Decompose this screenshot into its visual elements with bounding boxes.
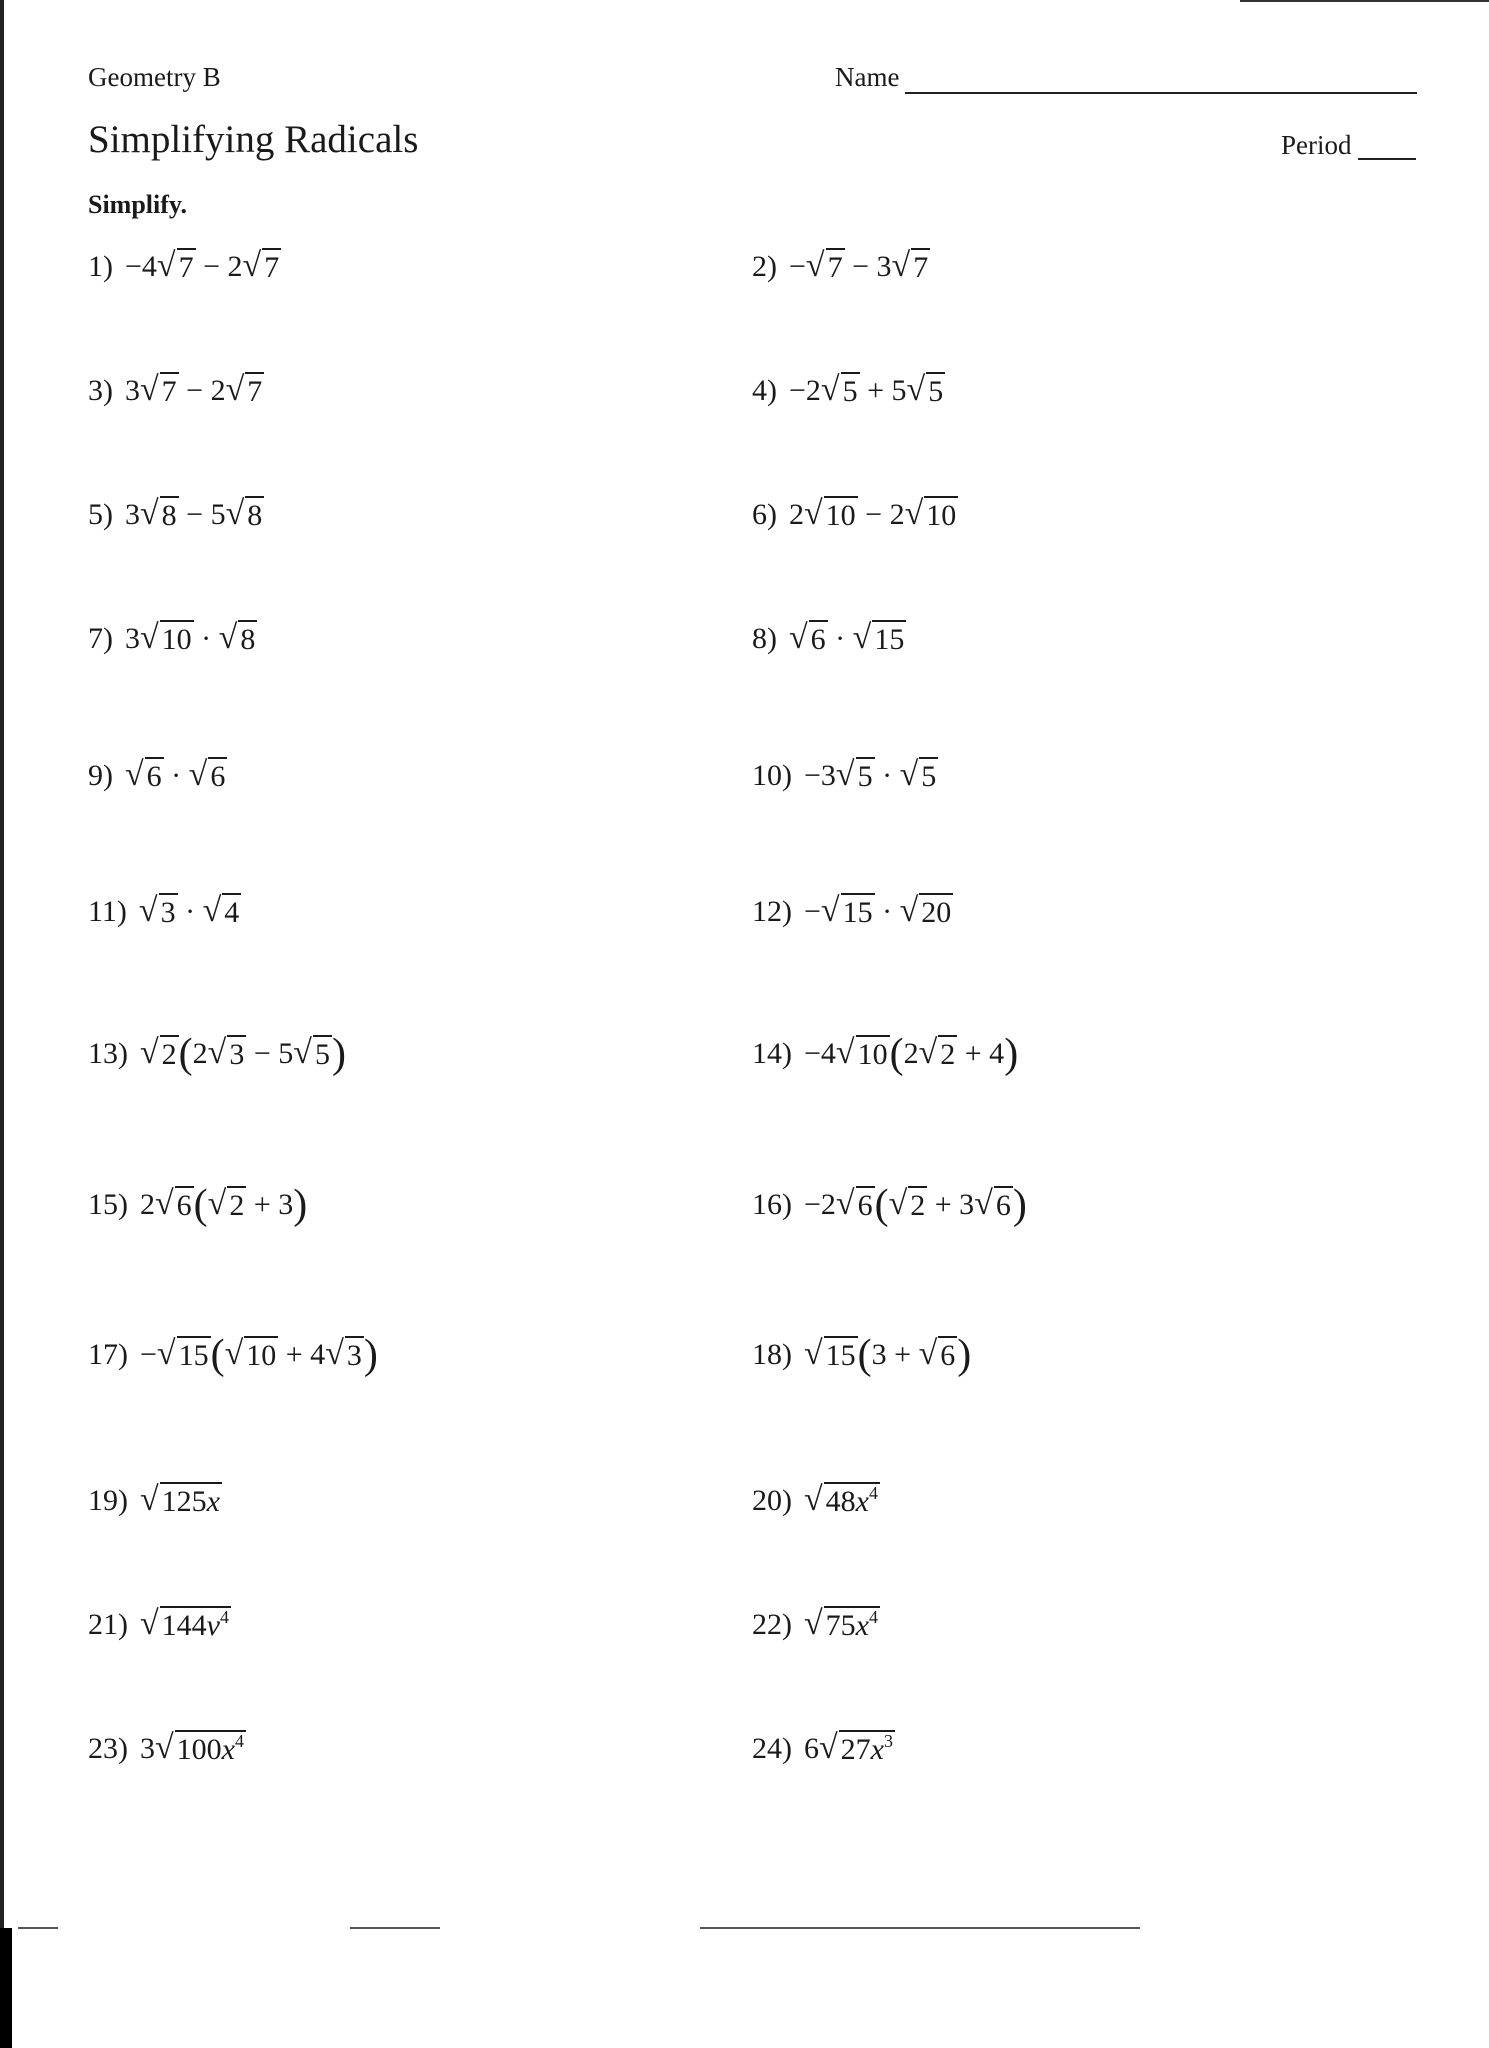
radical: √ 7	[891, 247, 929, 284]
radical: √ 6	[835, 1185, 873, 1222]
scan-line	[1240, 0, 1489, 2]
scan-edge-block	[0, 1928, 12, 2048]
coefficient: 3	[140, 1732, 155, 1765]
problem-5	[88, 496, 264, 531]
radical: √ 8	[218, 619, 256, 656]
problem-11	[88, 893, 241, 928]
problem-number: 15)	[88, 1188, 128, 1221]
problem-number: 1)	[88, 250, 113, 283]
operator: + 5	[867, 374, 907, 407]
coefficient: 3	[125, 374, 140, 407]
problem-23	[88, 1730, 246, 1765]
radical: √ 5	[906, 371, 944, 408]
problem-number: 16)	[752, 1188, 792, 1221]
problem-16: 16) −2 √ 6 ( √ 2 + 3 √ 6 )	[752, 1182, 1027, 1228]
operator: − 2	[186, 374, 226, 407]
problem-number: 14)	[752, 1037, 792, 1070]
problem-number: 23)	[88, 1732, 128, 1765]
radical: √ 4	[202, 892, 240, 929]
radical: √ $48x^4$	[804, 1481, 878, 1518]
scan-line	[18, 1927, 58, 1929]
radical: √ 10	[224, 1335, 277, 1372]
radical: √ 10	[835, 1034, 888, 1071]
coefficient: −4	[125, 250, 157, 283]
problem-12	[752, 893, 953, 928]
problem-8	[752, 620, 906, 655]
radical: √ 7	[156, 247, 194, 284]
operator: − 5	[186, 498, 226, 531]
radical: √ 3	[325, 1335, 362, 1372]
problem-15: 15) 2 √ 6 ( √ 2 + 3)	[88, 1182, 308, 1228]
radical: √ 6	[789, 619, 826, 656]
problem-number: 24)	[752, 1732, 792, 1765]
coefficient: 2	[789, 498, 804, 531]
problem-20	[752, 1482, 880, 1517]
radical: √ 125x	[140, 1481, 220, 1518]
page-title: Simplifying Radicals	[88, 118, 419, 161]
radical: √ 6	[188, 756, 226, 793]
radical: √ 3	[207, 1034, 245, 1071]
radical: √ 7	[242, 247, 280, 284]
problem-13: 13) √ 2 (2 √ 3 − 5 √ 5 )	[88, 1031, 346, 1077]
problem-number: 20)	[752, 1484, 792, 1517]
problem-17: 17) − √ 15 ( √ 10 + 4 √ 3 )	[88, 1332, 378, 1378]
operator: ·	[171, 759, 182, 792]
coefficient: −2	[789, 374, 821, 407]
coefficient: −	[804, 895, 821, 928]
radical: √ 2	[888, 1185, 926, 1222]
problem-6	[752, 496, 958, 531]
radical: √ 6	[974, 1185, 1011, 1222]
problem-2	[752, 248, 930, 283]
problem-19	[88, 1482, 222, 1517]
problem-22	[752, 1606, 880, 1641]
radical: √ 15	[804, 1335, 856, 1372]
problem-number: 7)	[88, 622, 113, 655]
radical: √ 5	[293, 1034, 330, 1071]
operator: + 4	[964, 1037, 1005, 1070]
radical: √ 5	[899, 756, 937, 793]
coefficient: −	[140, 1338, 157, 1371]
radical: √ 2	[207, 1185, 245, 1222]
problem-number: 17)	[88, 1338, 128, 1371]
operator: ·	[882, 895, 893, 928]
scan-line	[350, 1927, 440, 1929]
problem-number: 5)	[88, 498, 113, 531]
radical: √ 10	[904, 495, 957, 532]
radical: √ $100x^4$	[155, 1729, 244, 1766]
coefficient: −	[789, 250, 806, 283]
coefficient: −4	[804, 1037, 836, 1070]
problem-9	[88, 757, 227, 792]
problem-3	[88, 372, 264, 407]
operator: ·	[185, 895, 196, 928]
radical: √ $27x^3$	[819, 1729, 893, 1766]
period-label: Period	[1281, 130, 1352, 160]
operator: + 3	[934, 1188, 975, 1221]
radical: √ 15	[852, 619, 905, 656]
instructions: Simplify.	[88, 190, 187, 219]
problem-number: 21)	[88, 1608, 128, 1641]
term: 3 +	[871, 1338, 912, 1371]
radical: √ 8	[140, 495, 177, 532]
radical: √ 2	[140, 1034, 177, 1071]
problem-number: 8)	[752, 622, 777, 655]
radical: √ 7	[225, 371, 263, 408]
problem-10	[752, 757, 938, 792]
problem-number: 2)	[752, 250, 777, 283]
problem-number: 13)	[88, 1037, 128, 1070]
radical: √ 20	[899, 892, 952, 929]
problem-4	[752, 372, 945, 407]
coefficient: 2	[140, 1188, 155, 1221]
operator: − 3	[852, 250, 892, 283]
operator: + 4	[285, 1338, 326, 1371]
operator: − 2	[865, 498, 905, 531]
radical: √ 2	[918, 1034, 956, 1071]
problem-number: 18)	[752, 1338, 792, 1371]
scan-line	[700, 1927, 1140, 1929]
problem-24	[752, 1730, 895, 1765]
problem-number: 6)	[752, 498, 777, 531]
radical: √ 7	[140, 371, 177, 408]
problem-number: 10)	[752, 759, 792, 792]
course-label: Geometry B	[88, 62, 221, 92]
operator: ·	[882, 759, 893, 792]
operator: − 5	[253, 1037, 294, 1070]
operator: ·	[835, 622, 846, 655]
problem-number: 3)	[88, 374, 113, 407]
problem-number: 9)	[88, 759, 113, 792]
problem-14: 14) −4 √ 10 (2 √ 2 + 4)	[752, 1031, 1019, 1077]
operator: ·	[201, 622, 212, 655]
radical: √ $144v^4$	[140, 1605, 229, 1642]
radical: √ 5	[835, 756, 873, 793]
coefficient: 3	[125, 622, 140, 655]
coefficient: 2	[903, 1037, 919, 1070]
problem-number: 11)	[88, 895, 127, 928]
coefficient: 6	[804, 1732, 819, 1765]
name-label: Name	[835, 62, 900, 92]
radical: √ $75x^4$	[804, 1605, 878, 1642]
coefficient: 3	[125, 498, 140, 531]
coefficient: −2	[804, 1188, 836, 1221]
coefficient: 2	[192, 1037, 208, 1070]
radical: √ 6	[918, 1335, 956, 1372]
operator: + 3	[253, 1188, 294, 1221]
problem-number: 12)	[752, 895, 792, 928]
problem-number: 19)	[88, 1484, 128, 1517]
radical: √ 6	[125, 756, 162, 793]
coefficient: −3	[804, 759, 836, 792]
radical: √ 15	[156, 1335, 209, 1372]
problem-7	[88, 620, 257, 655]
period-field[interactable]	[1358, 158, 1416, 160]
radical: √ 7	[805, 247, 843, 284]
operator: − 2	[203, 250, 243, 283]
radical: √ 8	[225, 495, 263, 532]
scan-edge	[0, 0, 4, 1930]
problem-number: 4)	[752, 374, 777, 407]
radical: √ 3	[138, 892, 176, 929]
problem-number: 22)	[752, 1608, 792, 1641]
problem-21	[88, 1606, 231, 1641]
radical: √ 15	[820, 892, 873, 929]
name-field[interactable]	[905, 92, 1417, 94]
problem-18: 18) √ 15 (3 + √ 6 )	[752, 1332, 972, 1378]
radical: √ 6	[155, 1185, 192, 1222]
radical: √ 10	[804, 495, 856, 532]
radical: √ 10	[140, 619, 192, 656]
problem-1	[88, 248, 281, 283]
radical: √ 5	[820, 371, 858, 408]
